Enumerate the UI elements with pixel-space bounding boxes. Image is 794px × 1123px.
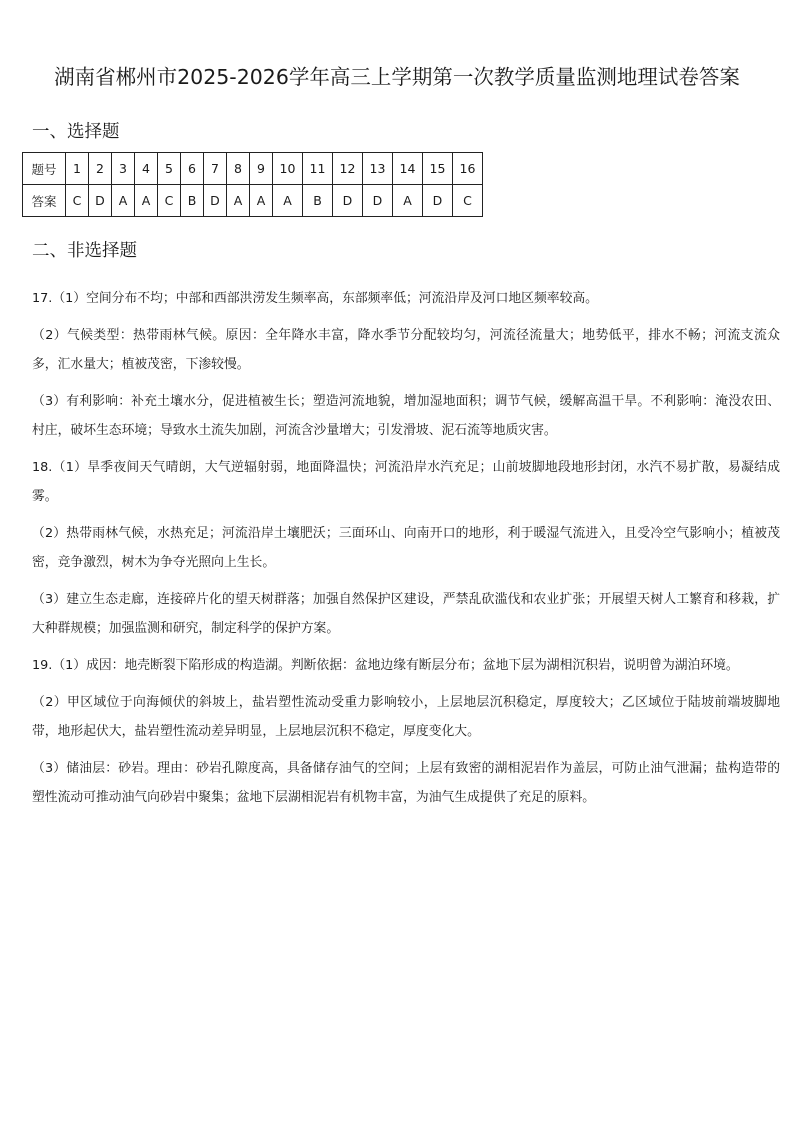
row-label-question-number: 题号 [23,153,66,185]
answer-cell: C [453,185,483,217]
answer-cell: B [303,185,333,217]
answer-paragraph: 18.（1）旱季夜间天气晴朗，大气逆辐射弱，地面降温快；河流沿岸水汽充足；山前坡脚地段地形封闭，水汽不易扩散，易凝结成雾。 [32,460,780,504]
answer-paragraph: （3）有利影响：补充土壤水分，促进植被生长；塑造河流地貌，增加湿地面积；调节气候，缓解高温干旱。不利影响：淹没农田、村庄，破坏生态环境；导致水土流失加剧，河流含沙量增大；引发滑坡、泥石流等地质灾害。 [32,394,780,438]
answer-cell: A [273,185,303,217]
answer-cell: D [363,185,393,217]
answer-paragraph: （3）建立生态走廊，连接碎片化的望天树群落；加强自然保护区建设，严禁乱砍滥伐和农业扩张；开展望天树人工繁育和移栽，扩大种群规模；加强监测和研究，制定科学的保护方案。 [32,592,780,636]
answer-paragraph: （2）热带雨林气候，水热充足；河流沿岸土壤肥沃；三面环山、向南开口的地形，利于暖湿气流进入，且受冷空气影响小；植被茂密，竞争激烈，树木为争夺光照向上生长。 [32,526,780,570]
answer-cell: B [181,185,204,217]
answer-paragraph: （2）气候类型：热带雨林气候。原因：全年降水丰富，降水季节分配较均匀，河流径流量大；地势低平，排水不畅；河流支流众多，汇水量大；植被茂密，下渗较慢。 [32,328,780,372]
question-number-cell: 10 [273,153,303,185]
answer-paragraph: 19.（1）成因：地壳断裂下陷形成的构造湖。判断依据：盆地边缘有断层分布；盆地下层为湖相沉积岩，说明曾为湖泊环境。 [32,658,739,673]
question-number-cell: 9 [250,153,273,185]
answer-cell: A [250,185,273,217]
section-heading-choice: 一、选择题 [32,122,120,142]
row-label-answer: 答案 [23,185,66,217]
question-number-cell: 7 [204,153,227,185]
answer-paragraph: （3）储油层：砂岩。理由：砂岩孔隙度高，具备储存油气的空间；上层有致密的湖相泥岩作为盖层，可防止油气泄漏；盐构造带的塑性流动可推动油气向砂岩中聚集；盆地下层湖相泥岩有机物丰富，为油气生成提供了充足的原料。 [32,761,780,805]
answer-cell: D [89,185,112,217]
question-number-cell: 8 [227,153,250,185]
question-number-cell: 16 [453,153,483,185]
answer-cell: A [112,185,135,217]
answer-cell: C [66,185,89,217]
question-number-cell: 11 [303,153,333,185]
question-number-cell: 1 [66,153,89,185]
answer-cell: D [423,185,453,217]
answer-paragraph: （2）甲区域位于向海倾伏的斜坡上，盐岩塑性流动受重力影响较小，上层地层沉积稳定，厚度较大；乙区域位于陆坡前端坡脚地带，地形起伏大，盐岩塑性流动差异明显，上层地层沉积不稳定，厚度变化大。 [32,695,780,739]
answer-cell: D [204,185,227,217]
question-number-cell: 5 [158,153,181,185]
question-number-cell: 15 [423,153,453,185]
answer-cell: A [393,185,423,217]
question-number-row [23,153,483,185]
question-number-cell: 2 [89,153,112,185]
section-heading-non-choice: 二、非选择题 [32,241,137,261]
page-title: 湖南省郴州市2025-2026学年高三上学期第一次教学质量监测地理试卷答案 [54,65,740,89]
answer-paragraph: 17.（1）空间分布不均；中部和西部洪涝发生频率高，东部频率低；河流沿岸及河口地区频率较高。 [32,291,598,306]
question-number-cell: 12 [333,153,363,185]
question-number-cell: 13 [363,153,393,185]
answer-cell: C [158,185,181,217]
answer-content [32,284,780,820]
question-number-cell: 4 [135,153,158,185]
question-number-cell: 14 [393,153,423,185]
answer-cell: D [333,185,363,217]
answer-cell: A [227,185,250,217]
answer-table [22,152,483,217]
question-number-cell: 6 [181,153,204,185]
question-number-cell: 3 [112,153,135,185]
answer-row [23,185,483,217]
answer-cell: A [135,185,158,217]
